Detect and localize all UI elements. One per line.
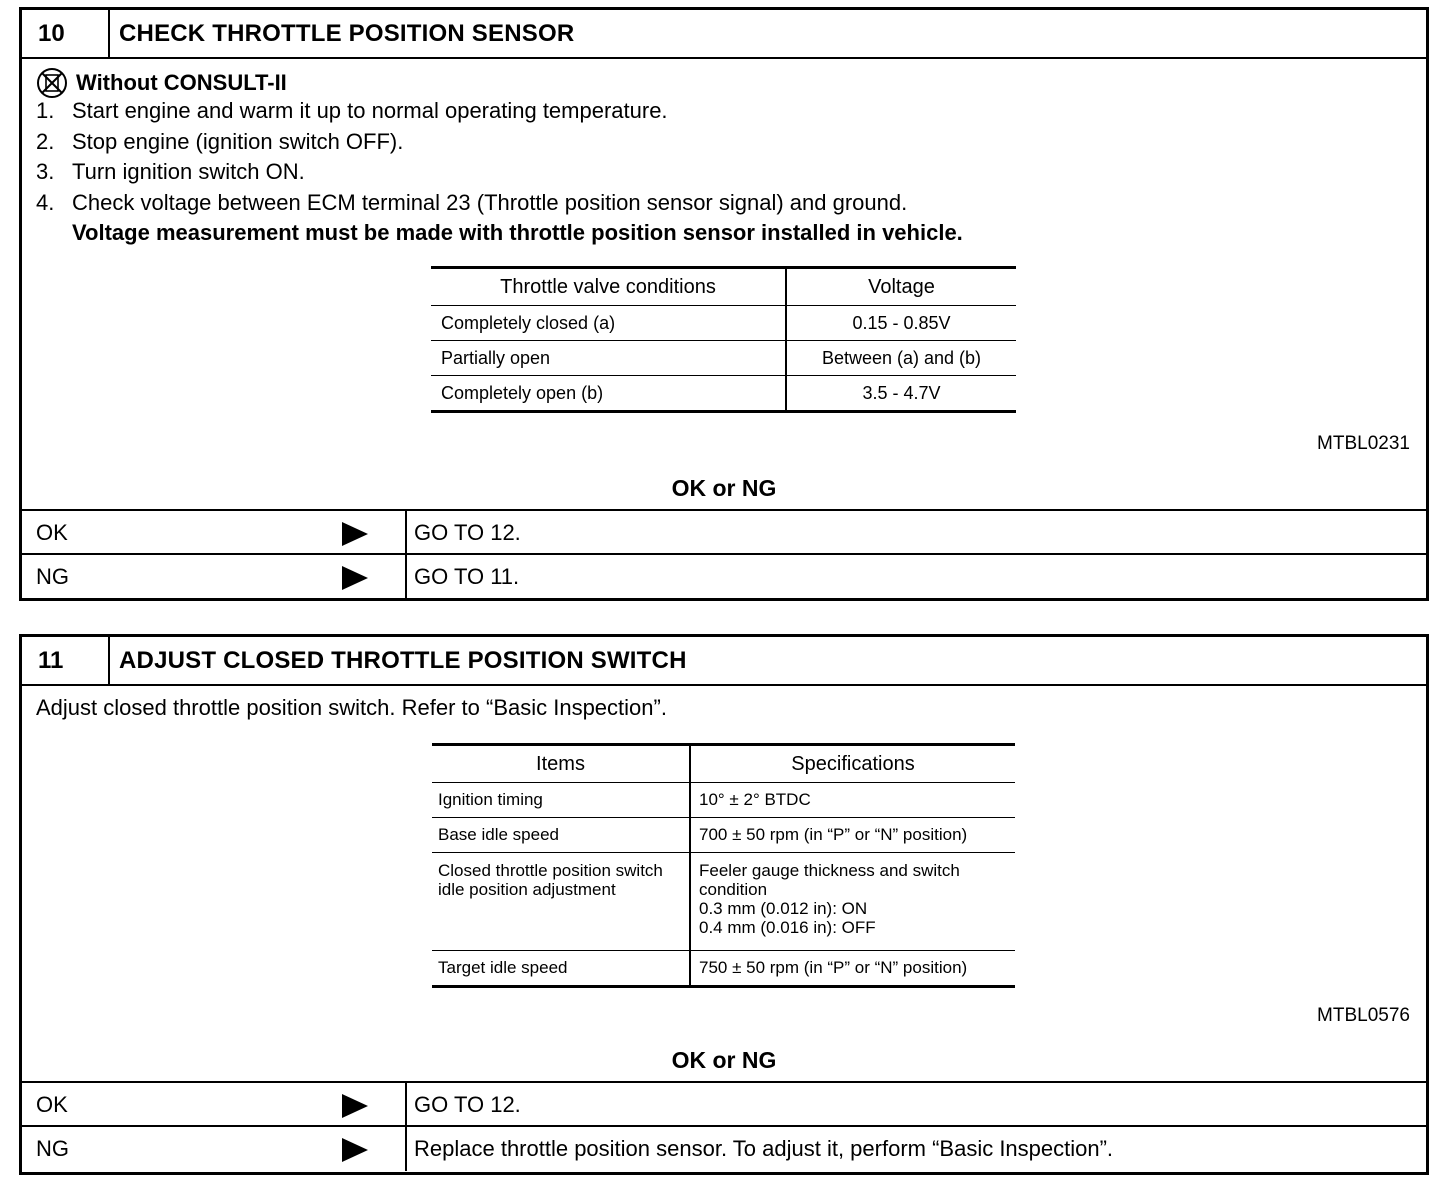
procedure-step: 3. Turn ignition switch ON. <box>36 159 305 184</box>
step-11-header <box>22 637 1426 686</box>
table-header-row <box>432 745 1015 783</box>
arrow-right-icon <box>342 1138 368 1162</box>
table-header-row <box>431 268 1016 306</box>
ok-or-ng-label: OK or NG <box>671 475 777 501</box>
result-row-ng <box>22 1125 1426 1171</box>
arrow-right-icon <box>342 1094 368 1118</box>
procedure-step: 2. Stop engine (ignition switch OFF). <box>36 129 404 154</box>
feeler-gauge-off: 0.4 mm (0.016 in): OFF <box>699 918 876 937</box>
table-header: Items <box>432 745 690 783</box>
result-action: Replace throttle position sensor. To adjust it, perform “Basic Inspection”. <box>405 1127 1426 1171</box>
feeler-gauge-on: 0.3 mm (0.012 in): ON <box>699 899 868 918</box>
table-cell: 750 ± 50 rpm (in “P” or “N” position) <box>690 951 1015 987</box>
adjust-instruction: Adjust closed throttle position switch. Refer to “Basic Inspection”. <box>36 695 667 720</box>
step-10-header <box>22 10 1426 59</box>
table-cell: 10° ± 2° BTDC <box>690 783 1015 818</box>
consult-label: Without CONSULT-II <box>76 70 287 95</box>
step-title: CHECK THROTTLE POSITION SENSOR <box>119 20 575 47</box>
result-row-ng <box>22 553 1426 599</box>
specifications-table <box>432 743 1015 988</box>
result-label: OK <box>36 1092 68 1117</box>
table-row <box>431 341 1016 376</box>
step-10-box <box>19 7 1429 601</box>
consult-heading <box>36 67 287 99</box>
result-action: GO TO 11. <box>405 555 1426 599</box>
table-cell: Ignition timing <box>432 783 690 818</box>
table-row <box>431 376 1016 412</box>
table-header: Specifications <box>690 745 1015 783</box>
measurement-note: Voltage measurement must be made with throttle position sensor installed in vehicle. <box>72 220 963 245</box>
procedure-step: 1. Start engine and warm it up to normal operating temperature. <box>36 98 668 123</box>
table-cell: 700 ± 50 rpm (in “P” or “N” position) <box>690 818 1015 853</box>
step-title: ADJUST CLOSED THROTTLE POSITION SWITCH <box>119 647 687 674</box>
feeler-gauge-text: Feeler gauge thickness and switch condition <box>699 861 960 899</box>
arrow-right-icon <box>342 522 368 546</box>
table-cell: Completely open (b) <box>441 382 604 403</box>
result-label: NG <box>36 1136 69 1161</box>
table-row <box>432 853 1015 951</box>
table-cell <box>690 853 1015 951</box>
table-cell: Completely closed (a) <box>431 306 786 341</box>
table-row <box>431 306 1016 341</box>
table-code: MTBL0576 <box>1317 1005 1410 1026</box>
step-number: 10 <box>22 10 110 57</box>
table-cell: Closed throttle position switch idle position adjustment <box>432 853 690 951</box>
result-label: OK <box>36 520 68 545</box>
table-cell: Target idle speed <box>438 958 568 977</box>
ok-or-ng-label: OK or NG <box>671 1047 777 1073</box>
table-row <box>432 783 1015 818</box>
table-header: Voltage <box>786 268 1016 306</box>
table-cell: Base idle speed <box>432 818 690 853</box>
voltage-table <box>431 266 1016 413</box>
table-cell: 3.5 - 4.7V <box>786 376 1016 412</box>
step-number: 11 <box>22 637 110 684</box>
result-row-ok <box>22 509 1426 555</box>
result-row-ok <box>22 1081 1426 1127</box>
table-code: MTBL0231 <box>1317 433 1410 454</box>
table-cell: 0.15 - 0.85V <box>786 306 1016 341</box>
table-header: Throttle valve conditions <box>431 268 786 306</box>
consult-x-icon <box>36 67 68 99</box>
table-row <box>432 818 1015 853</box>
result-label: NG <box>36 564 69 589</box>
step-11-box <box>19 634 1429 1175</box>
arrow-right-icon <box>342 566 368 590</box>
result-action: GO TO 12. <box>405 1083 1426 1127</box>
table-cell: Partially open <box>431 341 786 376</box>
result-action: GO TO 12. <box>405 511 1426 555</box>
table-cell: Between (a) and (b) <box>786 341 1016 376</box>
procedure-step: 4. Check voltage between ECM terminal 23 (Throttle position sensor signal) and ground. <box>36 190 908 215</box>
table-row <box>432 951 1015 987</box>
